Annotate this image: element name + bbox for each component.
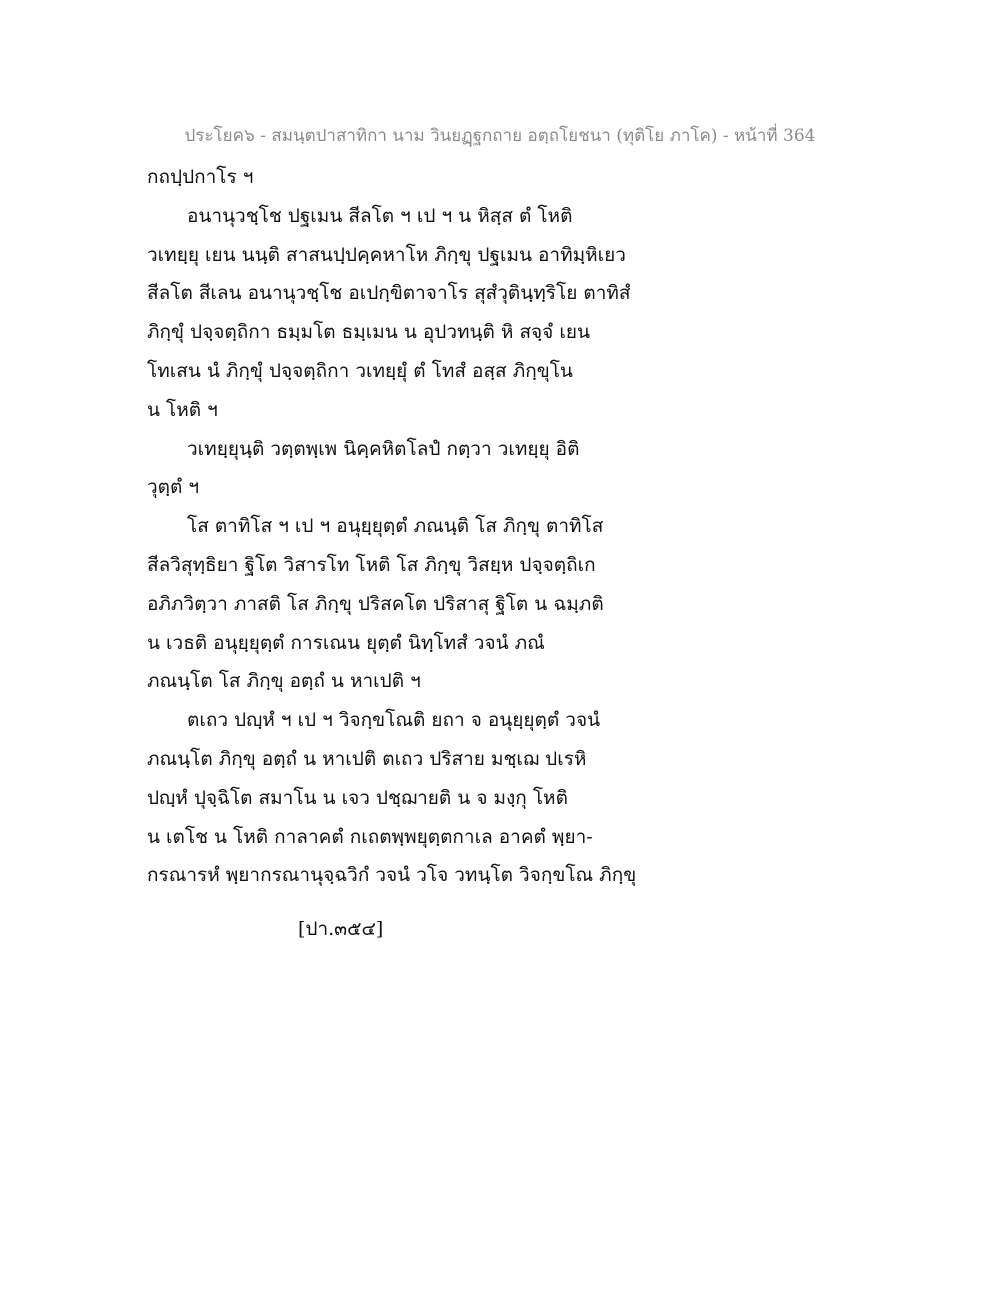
text-line: โทเสน นํ ภิกฺขุํ ปจฺจตฺถิกา วเทยฺยุํ ตํ โทสํ อสฺส ภิกฺขุโน (147, 359, 573, 382)
text-line: วุตฺตํ ฯ (147, 476, 200, 499)
text-line: ภิกฺขุํ ปจฺจตฺถิกา ธมฺมโต ธมฺเมน น อุปวทนฺติ หิ สจฺจํ เยน (147, 321, 590, 344)
page-header: ประโยค๖ - สมนฺตปาสาทิกา นาม วินยฏฺฐกถาย อตฺถโยชนา (ทุติโย ภาโค) - หน้าที่ 364 (184, 126, 816, 146)
text-line: กถปฺปกาโร ฯ (147, 166, 254, 188)
text-line: น เวธติ อนุยฺยุตฺตํ การเณน ยุตฺตํ นิทฺโทสํ วจนํ ภณํ (147, 631, 545, 654)
text-line: โส ตาทิโส ฯ เป ฯ อนุยฺยุตฺตํ ภณนฺติ โส ภิกฺขุ ตาทิโส (187, 515, 604, 538)
text-line: ภณนฺโต ภิกฺขุ อตฺถํ น หาเปติ ตเถว ปริสาย มชฺเฌ ปเรหิ (147, 747, 587, 770)
text-line: ปญฺหํ ปุจฺฉิโต สมาโน น เจว ปชฺฌายติ น จ มงฺกุ โหติ (147, 786, 568, 809)
text-line: อภิภวิตฺวา ภาสติ โส ภิกฺขุ ปริสคโต ปริสาสุ ฐิโต น ฉมฺภติ (147, 592, 604, 615)
text-line: วเทยฺยุ เยน นนฺติ สาสนปฺปคฺคหาโห ภิกฺขุ ปฐเมน อาทิมฺหิเยว (147, 243, 626, 266)
text-line: ตเถว ปญฺหํ ฯ เป ฯ วิจกฺขโณติ ยถา จ อนุยฺยุตฺตํ วจนํ (187, 709, 601, 732)
text-line: น เตโช น โหติ กาลาคตํ กเถตพฺพยุตฺตกาเล อาคตํ พฺยา- (147, 825, 593, 848)
page-reference: [ปา.๓๕๔] (298, 918, 384, 940)
text-line: สีลวิสุทฺธิยา ฐิโต วิสารโท โหติ โส ภิกฺขุ วิสยฺห ปจฺจตฺถิเก (147, 553, 596, 576)
text-line: น โหติ ฯ (147, 398, 218, 421)
text-line: สีลโต สีเลน อนานุวชฺโช อเปกฺขิตาจาโร สุสํวุตินฺทฺริโย ตาทิสํ (147, 282, 631, 305)
page-body (147, 158, 867, 895)
text-line: กรณารหํ พฺยากรณานุจฺฉวิกํ วจนํ วโจ วทนฺโต วิจกฺขโณ ภิกฺขุ (147, 864, 637, 887)
text-line: ภณนฺโต โส ภิกฺขุ อตฺถํ น หาเปติ ฯ (147, 670, 421, 693)
text-line: อนานุวชฺโช ปฐเมน สีลโต ฯ เป ฯ น หิสฺส ตํ โหติ (187, 204, 573, 227)
text-line: วเทยฺยุนฺติ วตฺตพฺเพ นิคฺคหิตโลปํ กตฺวา วเทยฺยุ อิติ (187, 437, 580, 460)
